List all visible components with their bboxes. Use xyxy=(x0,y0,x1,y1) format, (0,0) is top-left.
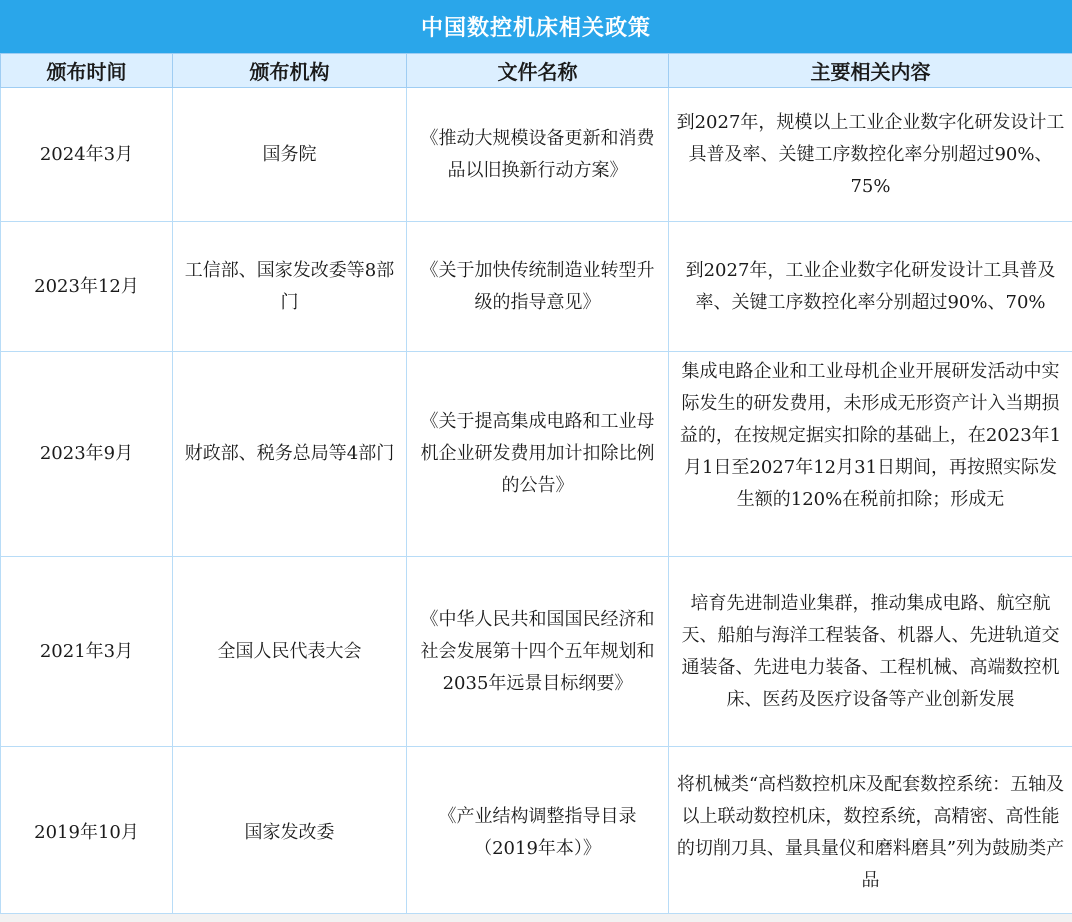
truncated-bottom-edge xyxy=(0,913,1072,922)
cell-date: 2021年3月 xyxy=(1,557,173,747)
cell-document: 《中华人民共和国国民经济和社会发展第十四个五年规划和2035年远景目标纲要》 xyxy=(407,557,669,747)
header-row xyxy=(1,54,1072,88)
cell-content xyxy=(669,352,1072,557)
header-agency: 颁布机构 xyxy=(173,54,407,88)
policy-table xyxy=(0,53,1072,920)
cell-document: 《关于提高集成电路和工业母机企业研发费用加计扣除比例的公告》 xyxy=(407,352,669,557)
cell-date: 2023年12月 xyxy=(1,222,173,352)
cell-document: 《产业结构调整指导目录（2019年本）》 xyxy=(407,747,669,920)
cell-agency: 工信部、国家发改委等8部门 xyxy=(173,222,407,352)
table-row xyxy=(1,557,1072,747)
cell-agency: 国务院 xyxy=(173,88,407,222)
header-content: 主要相关内容 xyxy=(669,54,1072,88)
table-row xyxy=(1,352,1072,557)
header-document: 文件名称 xyxy=(407,54,669,88)
cell-date: 2024年3月 xyxy=(1,88,173,222)
cell-agency: 全国人民代表大会 xyxy=(173,557,407,747)
table-row xyxy=(1,88,1072,222)
cell-content-text: 集成电路企业和工业母机企业开展研发活动中实际发生的研发费用，未形成无形资产计入当期损益的，在按规定据实扣除的基础上，在2023年1月1日至2027年12月31日期间，再按照实际发生额的120%在税前扣除；形成无 xyxy=(679,361,1062,510)
cell-content: 到2027年，规模以上工业企业数字化研发设计工具普及率、关键工序数控化率分别超过90%、75% xyxy=(669,88,1072,222)
table-row xyxy=(1,222,1072,352)
cell-agency: 财政部、税务总局等4部门 xyxy=(173,352,407,557)
cell-content: 培育先进制造业集群，推动集成电路、航空航天、船舶与海洋工程装备、机器人、先进轨道交通装备、先进电力装备、工程机械、高端数控机床、医药及医疗设备等产业创新发展 xyxy=(669,557,1072,747)
cell-document: 《推动大规模设备更新和消费品以旧换新行动方案》 xyxy=(407,88,669,222)
header-date: 颁布时间 xyxy=(1,54,173,88)
cell-content: 将机械类“高档数控机床及配套数控系统：五轴及以上联动数控机床，数控系统，高精密、高性能的切削刀具、量具量仪和磨料磨具”列为鼓励类产品 xyxy=(669,747,1072,920)
cell-content: 到2027年，工业企业数字化研发设计工具普及率、关键工序数控化率分别超过90%、70% xyxy=(669,222,1072,352)
bottom-border xyxy=(0,913,1072,914)
table-title: 中国数控机床相关政策 xyxy=(0,0,1072,53)
cell-date: 2019年10月 xyxy=(1,747,173,920)
cell-date: 2023年9月 xyxy=(1,352,173,557)
table-row xyxy=(1,747,1072,920)
cell-document: 《关于加快传统制造业转型升级的指导意见》 xyxy=(407,222,669,352)
cell-agency: 国家发改委 xyxy=(173,747,407,920)
